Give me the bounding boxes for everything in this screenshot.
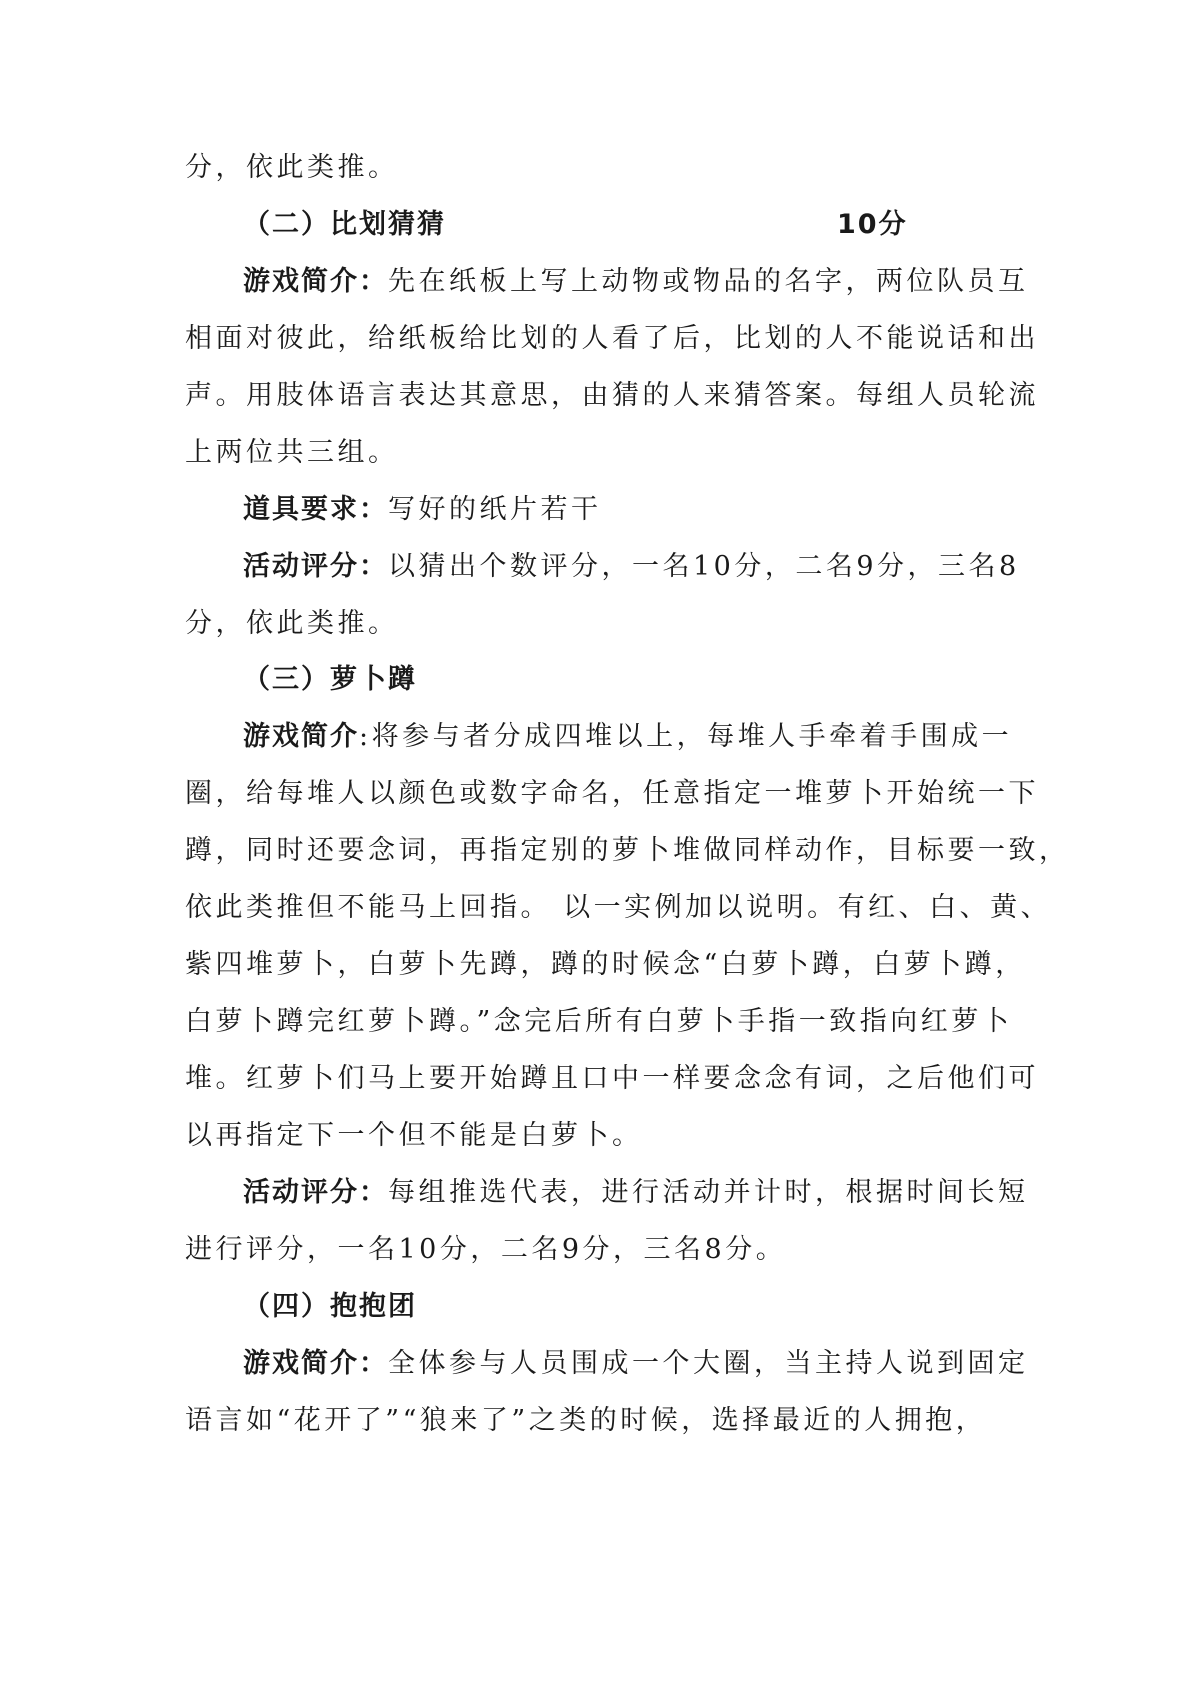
field-text: :将参与者分成四堆以上，每堆人手牵着手围成一 bbox=[359, 721, 1013, 752]
field-text: 全体参与人员围成一个大圈，当主持人说到固定 bbox=[388, 1348, 1029, 1379]
text-line: 相面对彼此，给纸板给比划的人看了后，比划的人不能说话和出 bbox=[185, 323, 1039, 354]
paragraph-line bbox=[243, 719, 1012, 755]
text-line: 蹲，同时还要念词，再指定别的萝卜堆做同样动作，目标要一致， bbox=[185, 835, 1070, 866]
field-label: 活动评分： bbox=[243, 1177, 388, 1208]
field-label: 游戏简介： bbox=[243, 266, 388, 297]
text-line: 紫四堆萝卜，白萝卜先蹲，蹲的时候念“白萝卜蹲，白萝卜蹲， bbox=[185, 949, 1026, 980]
text-line: 依此类推但不能马上回指。 以一实例加以说明。有红、白、黄、 bbox=[185, 892, 1052, 923]
section-heading-4: （四）抱抱团 bbox=[243, 1291, 417, 1322]
paragraph-line bbox=[243, 1175, 1029, 1211]
paragraph-line bbox=[243, 1346, 1029, 1382]
section-heading-3: （三）萝卜蹲 bbox=[243, 664, 417, 695]
text-line: 进行评分，一名10分，二名9分，三名8分。 bbox=[185, 1234, 787, 1265]
field-text: 先在纸板上写上动物或物品的名字，两位队员互 bbox=[388, 266, 1029, 297]
section-heading-2: （二）比划猜猜 bbox=[243, 209, 446, 240]
text-line: 语言如“花开了”“狼来了”之类的时候，选择最近的人拥抱， bbox=[185, 1405, 987, 1436]
field-label: 游戏简介 bbox=[243, 721, 359, 752]
text-line: 圈，给每堆人以颜色或数字命名，任意指定一堆萝卜开始统一下 bbox=[185, 778, 1039, 809]
field-text: 每组推选代表，进行活动并计时，根据时间长短 bbox=[388, 1177, 1029, 1208]
paragraph-line bbox=[243, 549, 1020, 585]
text-line: 堆。红萝卜们马上要开始蹲且口中一样要念念有词，之后他们可 bbox=[185, 1063, 1039, 1094]
field-label: 道具要求： bbox=[243, 494, 388, 525]
field-text: 写好的纸片若干 bbox=[388, 494, 602, 525]
text-line: 声。用肢体语言表达其意思，由猜的人来猜答案。每组人员轮流 bbox=[185, 380, 1039, 411]
text-line: 分，依此类推。 bbox=[185, 152, 399, 183]
section-score: 10分 bbox=[837, 209, 908, 240]
paragraph-line bbox=[243, 264, 1029, 300]
text-line: 上两位共三组。 bbox=[185, 437, 399, 468]
field-label: 游戏简介： bbox=[243, 1348, 388, 1379]
paragraph-line bbox=[243, 492, 602, 528]
field-label: 活动评分： bbox=[243, 551, 388, 582]
text-line: 以再指定下一个但不能是白萝卜。 bbox=[185, 1120, 643, 1151]
field-text: 以猜出个数评分，一名10分，二名9分，三名8 bbox=[388, 551, 1020, 582]
text-line: 白萝卜蹲完红萝卜蹲。”念完后所有白萝卜手指一致指向红萝卜 bbox=[185, 1006, 1013, 1037]
text-line: 分，依此类推。 bbox=[185, 608, 399, 639]
